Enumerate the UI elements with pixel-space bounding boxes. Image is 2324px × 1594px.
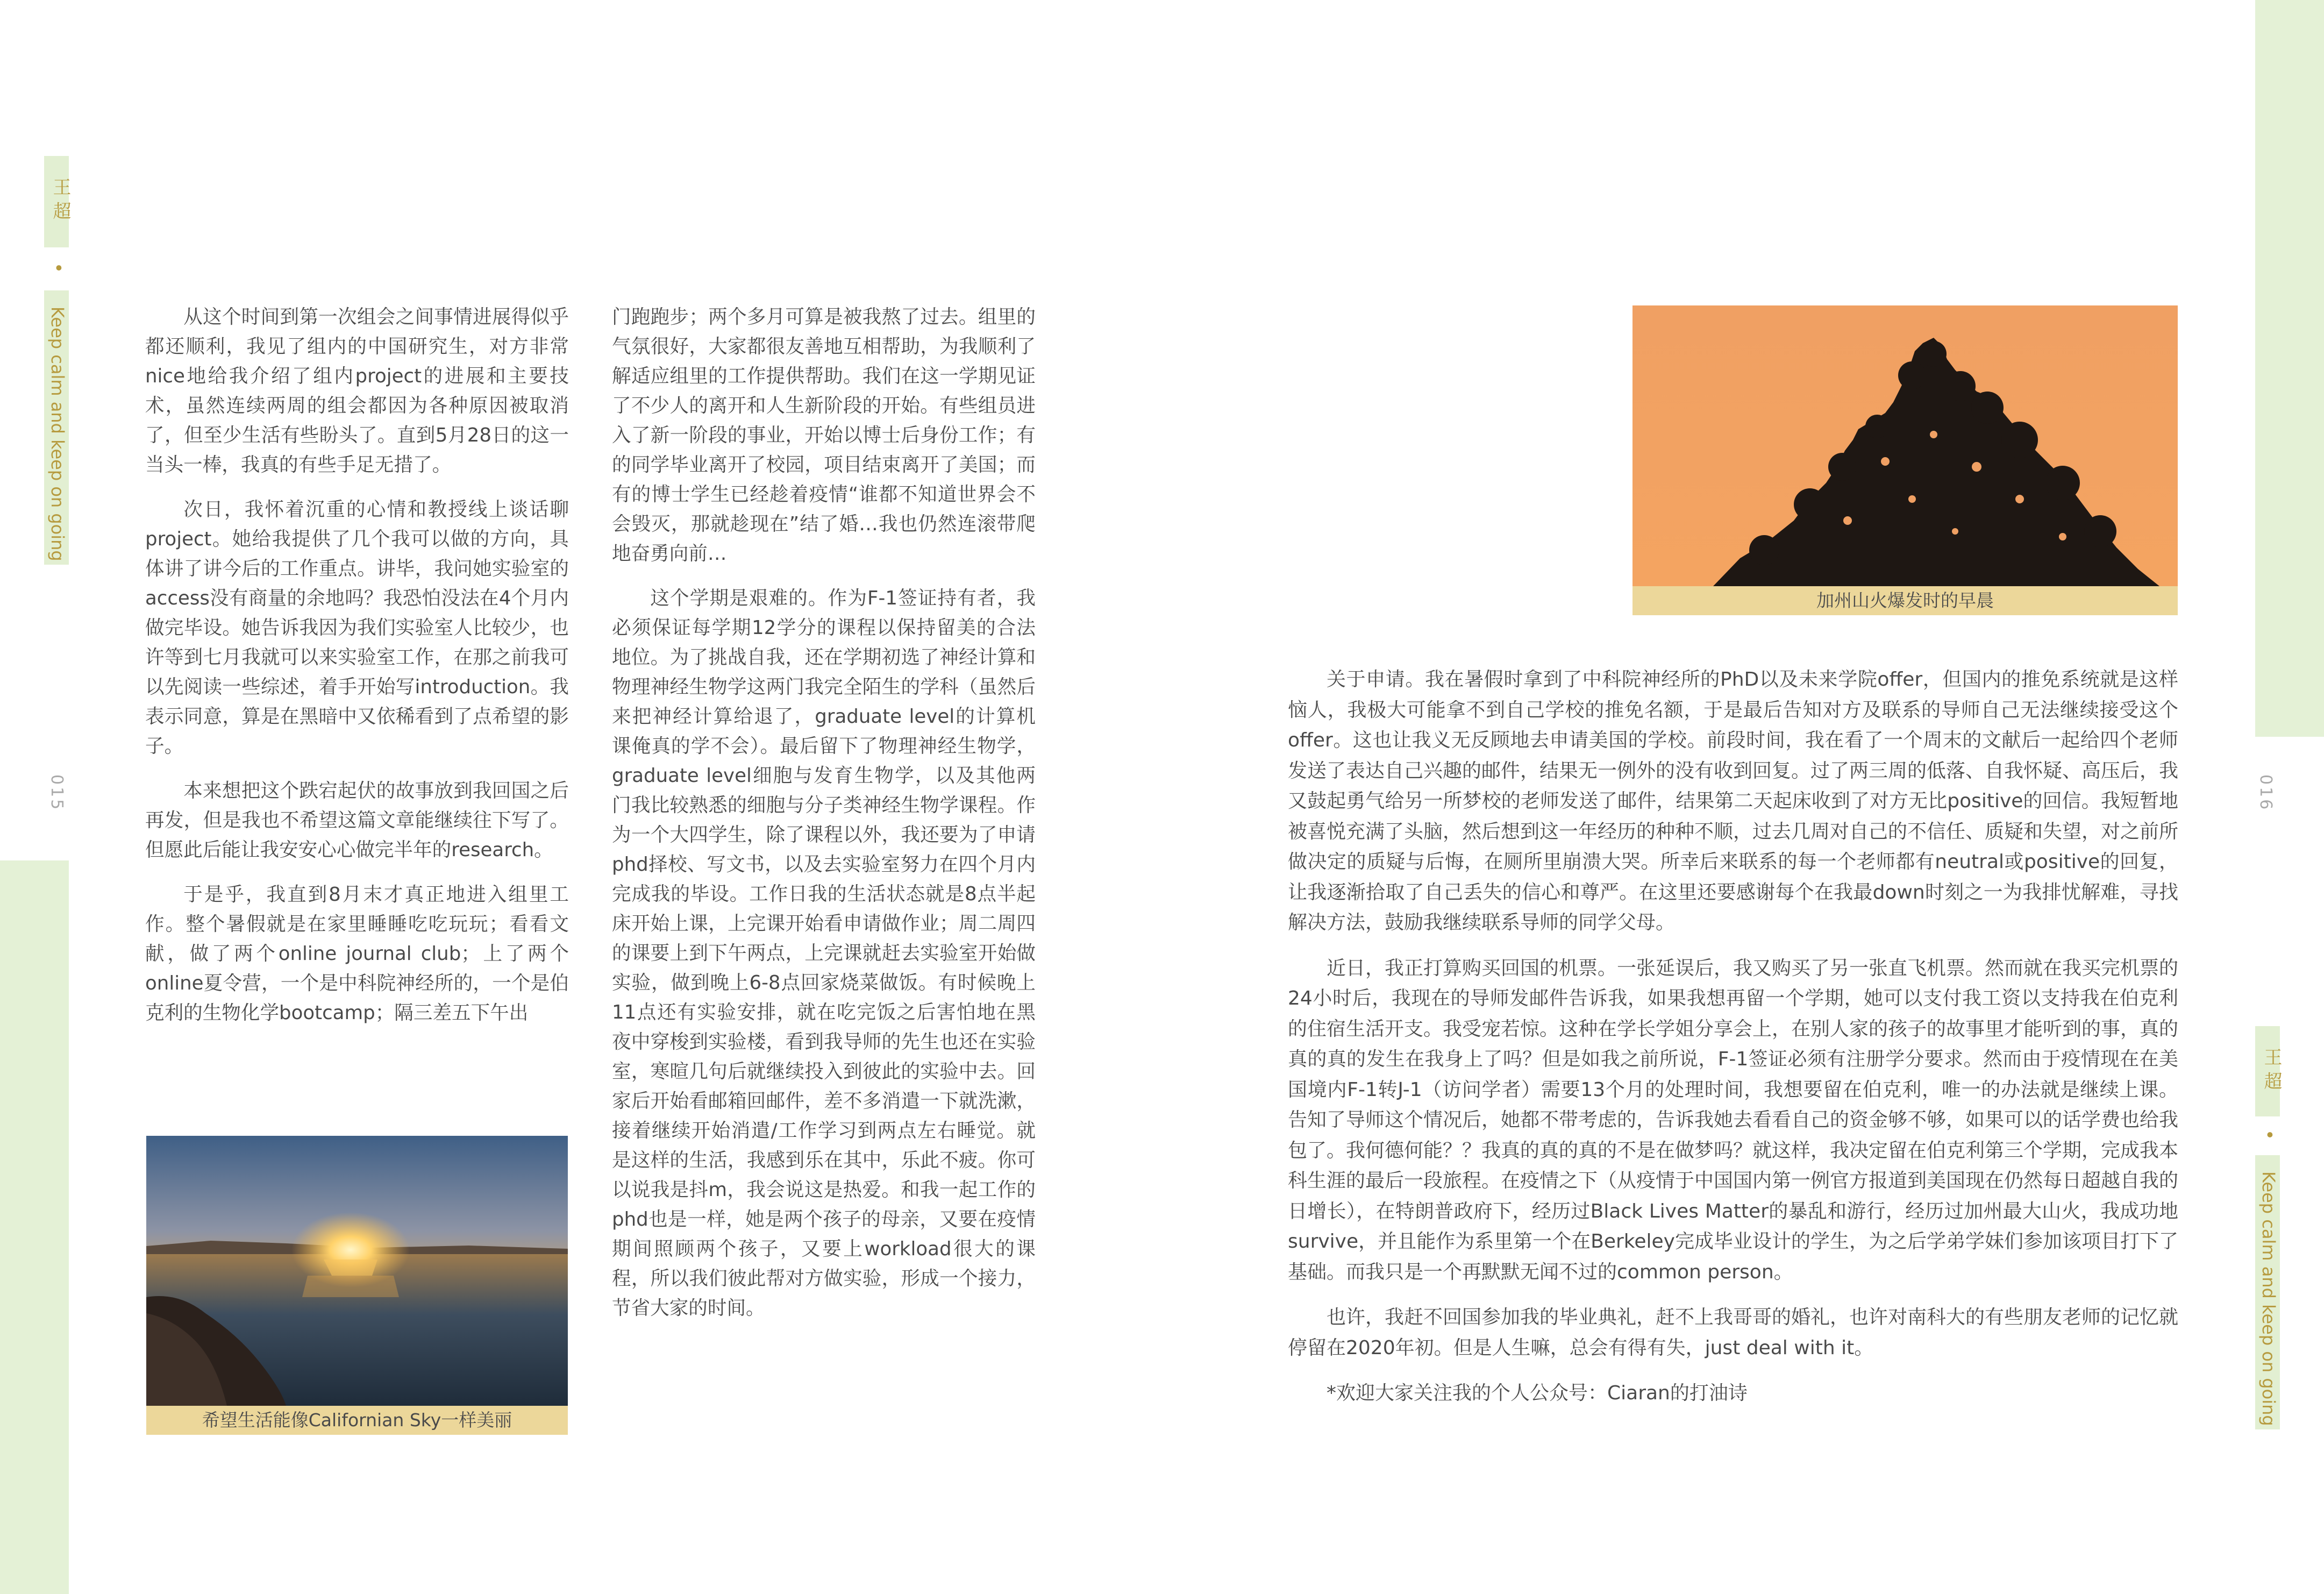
col1-paragraph-3: 本来想把这个跌宕起伏的故事放到我回国之后再发，但是我也不希望这篇文章能继续往下写了。但愿此后能让我安安心心做完半年的research。 (145, 780, 569, 861)
col1-paragraph-4: 于是乎，我直到8月末才真正地进入组里工作。整个暑假就是在家里睡睡吃吃玩玩；看看文献，做了两个online journal club；上了两个online夏令营，一个是中科院神经所的，一个是伯克利的生物化学bootcamp；隔三差五下午出 (145, 884, 569, 1024)
wildfire-photo-art (1632, 305, 2178, 586)
right-paragraph-4: *欢迎大家关注我的个人公众号：Ciaran的打油诗 (1327, 1382, 1748, 1404)
col2-paragraph-1: 门跑跑步；两个多月可算是被我熬了过去。组里的气氛很好，大家都很友善地互相帮助，为我顺利了解适应组里的工作提供帮助。我们在这一学期见证了不少人的离开和人生新阶段的开始。有些组员进入了新一阶段的事业，开始以博士后身份工作；有的同学毕业离开了校园，项目结束离开了美国；而有的博士学生已经趁着疫情“谁都不知道世界会不会毁灭，那就趁现在”结了婚…我也仍然连滚带爬地奋勇向前… (612, 306, 1036, 565)
left-column-2 (612, 302, 1036, 1338)
right-slogan: Keep calm and keep on going (2258, 1171, 2279, 1426)
left-column-1 (145, 302, 569, 1043)
col1-paragraph-2: 次日，我怀着沉重的心情和教授线上谈话聊project。她给我提供了几个我可以做的方向，具体讲了讲今后的工作重点。讲毕，我问她实验室的access没有商量的余地吗？我恐怕没法在4个月内做完毕设。她告诉我因为我们实验室人比较少，也许等到七月我就可以来实验室工作，在那之前我可以先阅读一些综述，着手开始写introduction。我表示同意，算是在黑暗中又依稀看到了点希望的影子。 (145, 499, 569, 757)
right-column (1288, 665, 2178, 1424)
left-edge-strip (0, 860, 69, 1594)
left-edge-triangle (0, 871, 69, 968)
sunset-photo-art (146, 1136, 568, 1406)
right-edge-strip (2255, 0, 2324, 672)
right-paragraph-3: 也许，我赶不回国参加我的毕业典礼，赶不上我哥哥的婚礼，也许对南科大的有些朋友老师的记忆就停留在2020年初。但是人生嘛，总会有得有失，just deal with it。 (1288, 1306, 2179, 1359)
right-sidebar-dot: • (2258, 1129, 2280, 1141)
sunset-photo-caption: 希望生活能像Californian Sky一样美丽 (146, 1406, 568, 1435)
left-sidebar-dot: • (47, 262, 69, 274)
col1-paragraph-1: 从这个时间到第一次组会之间事情进展得似乎都还顺利，我见了组内的中国研究生，对方非常nice地给我介绍了组内project的进展和主要技术，虽然连续两周的组会都因为各种原因被取消了，但至少生活有些盼头了。直到5月28日的这一当头一棒，我真的有些手足无措了。 (145, 306, 569, 476)
right-edge-triangle (2255, 672, 2324, 737)
left-slogan: Keep calm and keep on going (47, 307, 68, 561)
right-page-number: 016 (2256, 774, 2275, 812)
wildfire-photo (1632, 305, 2178, 586)
right-paragraph-2: 近日，我正打算购买回国的机票。一张延误后，我又购买了另一张直飞机票。然而就在我买完机票的24小时后，我现在的导师发邮件告诉我，如果我想再留一个学期，她可以支付我工资以支持我在伯克利的住宿生活开支。我受宠若惊。这种在学长学姐分享会上，在别人家的孩子的故事里才能听到的事，真的真的真的发生在我身上了吗？但是如我之前所说，F-1签证必须有注册学分要求。然而由于疫情现在在美国境内F-1转J-1（访问学者）需要13个月的处理时间，我想要留在伯克利，唯一的办法就是继续上课。告知了导师这个情况后，她都不带考虑的，告诉我她去看看自己的资金够不够，如果可以的话学费也给我包了。我何德何能？？我真的真的真的不是在做梦吗？就这样，我决定留在伯克利第三个学期，完成我本科生涯的最后一段旅程。在疫情之下（从疫情于中国国内第一例官方报道到美国现在仍然每日超越自我的日增长），在特朗普政府下，经历过Black Lives Matter的暴乱和游行，经历过加州最大山火，我成功地survive，并且能作为系里第一个在Berkeley完成毕业设计的学生，为之后学弟学妹们参加该项目打下了基础。而我只是一个再默默无闻不过的common person。 (1288, 957, 2179, 1283)
left-page-number: 015 (47, 774, 66, 812)
col2-paragraph-2: 这个学期是艰难的。作为F-1签证持有者，我必须保证每学期12学分的课程以保持留美的合法地位。为了挑战自我，还在学期初选了神经计算和物理神经生物学这两门我完全陌生的学科（虽然后来把神经计算给退了，graduate level的计算机课俺真的学不会）。最后留下了物理神经生物学，graduate level细胞与发育生物学，以及其他两门我比较熟悉的细胞与分子类神经生物学课程。作为一个大四学生，除了课程以外，我还要为了申请phd择校、写文书，以及去实验室努力在四个月内完成我的毕设。工作日我的生活状态就是8点半起床开始上课，上完课开始看申请做作业；周二周四的课要上到下午两点，上完课就赶去实验室开始做实验，做到晚上6-8点回家烧菜做饭。有时候晚上11点还有实验安排，就在吃完饭之后害怕地在黑夜中穿梭到实验楼，看到我导师的先生也还在实验室，寒暄几句后就继续投入到彼此的实验中去。回家后开始看邮箱回邮件，差不多消遣一下就洗漱，接着继续开始消遣/工作学习到两点左右睡觉。就是这样的生活，我感到乐在其中，乐此不疲。你可以说我是抖m，我会说这是热爱。和我一起工作的phd也是一样，她是两个孩子的母亲，又要在疫情期间照顾两个孩子，又要上workload很大的课程，所以我们彼此帮对方做实验，形成一个接力，节省大家的时间。 (612, 587, 1036, 1319)
right-author-name: 王 超 (2261, 1048, 2282, 1090)
left-author-name: 王 超 (49, 177, 71, 220)
wildfire-photo-caption: 加州山火爆发时的早晨 (1632, 586, 2178, 615)
right-paragraph-1: 关于申请。我在暑假时拿到了中科院神经所的PhD以及未来学院offer，但国内的推免系统就是这样恼人，我极大可能拿不到自己学校的推免名额，于是最后告知对方及联系的导师自己无法继续接受这个offer。这也让我义无反顾地去申请美国的学校。前段时间，我在看了一个周末的文献后一起给四个老师发送了表达自己兴趣的邮件，结果无一例外的没有收到回复。过了两三周的低落、自我怀疑、高压后，我又鼓起勇气给另一所梦校的老师发送了邮件，结果第二天起床收到了对方无比positive的回信。我短暂地被喜悦充满了头脑，然后想到这一年经历的种种不顺，过去几周对自己的不信任、质疑和失望，对之前所做决定的质疑与后悔，在厕所里崩溃大哭。所幸后来联系的每一个老师都有neutral或positive的回复，让我逐渐拾取了自己丢失的信心和尊严。在这里还要感谢每个在我最down时刻之一为我排忧解难，寻找解决方法，鼓励我继续联系导师的同学父母。 (1288, 668, 2179, 934)
sunset-photo (146, 1136, 568, 1406)
